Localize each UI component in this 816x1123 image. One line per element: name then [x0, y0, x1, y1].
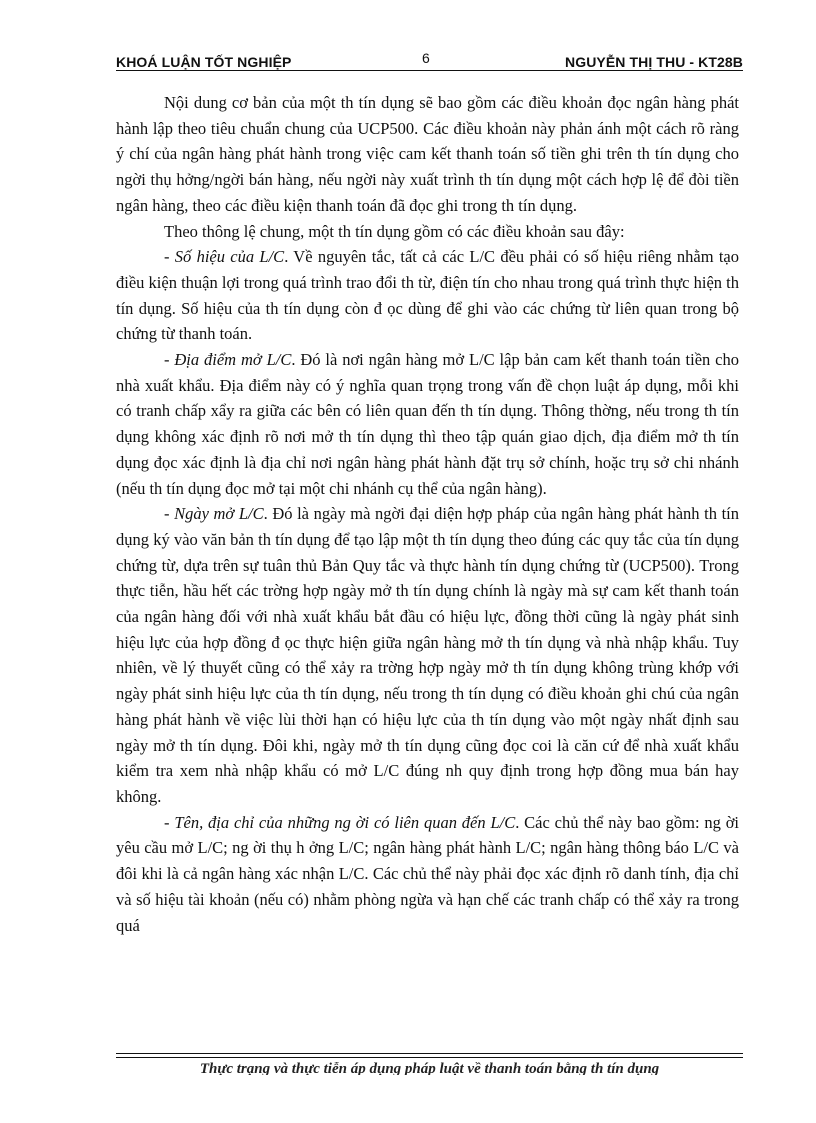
paragraph: - Tên, địa chỉ của những ng ời có liên quan đến L/C. Các chủ thể này bao gồm: ng ời yêu cầu mở L/C; ng ời thụ h ởng L/C; ngân hàng phát hành L/C; ngân hàng thông báo L/C và đôi khi là cả ngân hàng xác nhận L/C. Các chủ thể này phải đọc xác định rõ danh tính, địa chỉ và số hiệu tài khoản (nếu có) nhằm phòng ngừa và hạn chế các tranh chấp có thể xảy ra trong quá: [116, 812, 740, 935]
author-name: NGUYỄN THỊ THU - KT28B: [565, 54, 743, 70]
paragraph: - Ngày mở L/C. Đó là ngày mà ngời đại diện hợp pháp của ngân hàng phát hành th tín dụng ký vào văn bản th tín dụng để tạo lập một th tín dụng theo đúng các quy tắc của tín dụng chứng từ, dựa trên sự tuân thủ Bản Quy tắc và thực hành tín dụng chứng từ (UCP500). Trong thực tiễn, hầu hết các trờng hợp ngày mở th tín dụng chính là ngày mà sự cam kết thanh toán của ngân hàng đối với nhà xuất khẩu bắt đầu có hiệu lực, đồng thời cũng là ngày phát sinh hiệu lực của hợp đồng đ ọc thực hiện giữa ngân hàng mở th tín dụng và nhà nhập khẩu. Tuy nhiên, về lý thuyết cũng có thể xảy ra trờng hợp ngày mở th tín dụng không trùng khớp với ngày phát sinh hiệu lực của th tín dụng, nếu trong th tín dụng có điều khoản ghi chú của ngân hàng phát hành về việc lùi thời hạn có hiệu lực của th tín dụng vào một ngày nhất định sau ngày mở th tín dụng. Đôi khi, ngày mở th tín dụng cũng đọc coi là căn cứ để nhà xuất khẩu kiểm tra xem nhà nhập khẩu có mở L/C đúng nh quy định trong hợp đồng mua bán hay không.: [116, 504, 740, 806]
page-header: [116, 50, 743, 72]
footer-divider: [116, 1053, 743, 1054]
footer-title: Thực trạng và thực tiễn áp dụng pháp luật về thanh toán bằng th tín dụng: [199, 1061, 660, 1075]
header-divider: [116, 70, 743, 71]
paragraph: - Địa điểm mở L/C. Đó là nơi ngân hàng mở L/C lập bản cam kết thanh toán tiền cho nhà xuất khẩu. Địa điểm này có ý nghĩa quan trọng trong vấn đề chọn luật áp dụng, mỗi khi có tranh chấp xẩy ra giữa các bên có liên quan đến th tín dụng. Thông thờng, nếu trong th tín dụng không xác định rõ nơi mở th tín dụng thì theo tập quán giao dịch, địa điểm mở th tín dụng đọc xác định là địa chỉ nơi ngân hàng phát hành đặt trụ sở chính, hoặc trụ sở chi nhánh (nếu th tín dụng đọc mở tại một chi nhánh cụ thể của ngân hàng).: [116, 350, 739, 498]
item-heading: - Số hiệu của L/C: [164, 247, 285, 267]
body-text: [116, 90, 739, 938]
page-footer: [116, 1059, 743, 1075]
thesis-title: KHOÁ LUẬN TỐT NGHIỆP: [116, 54, 292, 70]
footer-divider-thin: [116, 1057, 743, 1058]
item-heading: - Địa điểm mở L/C: [164, 350, 292, 370]
paragraph: Theo thông lệ chung, một th tín dụng gồm có các điều khoản sau đây:: [164, 221, 625, 241]
item-heading: - Tên, địa chỉ của những ng ời có liên quan đến L/C: [164, 812, 516, 832]
page-number: 6: [422, 50, 430, 66]
paragraph: Nội dung cơ bản của một th tín dụng sẽ bao gồm các điều khoản đọc ngân hàng phát hành lập theo tiêu chuẩn chung của UCP500. Các điều khoản này phản ánh một cách rõ ràng ý chí của ngân hàng phát hành trong việc cam kết thanh toán số tiền ghi trên th tín dụng cho ngời thụ hởng/ngời bán hàng, nếu ngời này xuất trình th tín dụng một cách hợp lệ để đòi tiền ngân hàng, theo các điều kiện thanh toán đã đọc ghi trong th tín dụng.: [116, 93, 739, 215]
item-heading: - Ngày mở L/C: [164, 504, 264, 524]
paragraph: - Số hiệu của L/C. Về nguyên tắc, tất cả các L/C đều phải có số hiệu riêng nhằm tạo điều kiện thuận lợi trong quá trình trao đổi th từ, điện tín cho nhau trong quá trình thực hiện th tín dụng. Số hiệu của th tín dụng còn đ ọc dùng để ghi vào các chứng từ liên quan trong bộ chứng từ thanh toán.: [116, 247, 740, 344]
